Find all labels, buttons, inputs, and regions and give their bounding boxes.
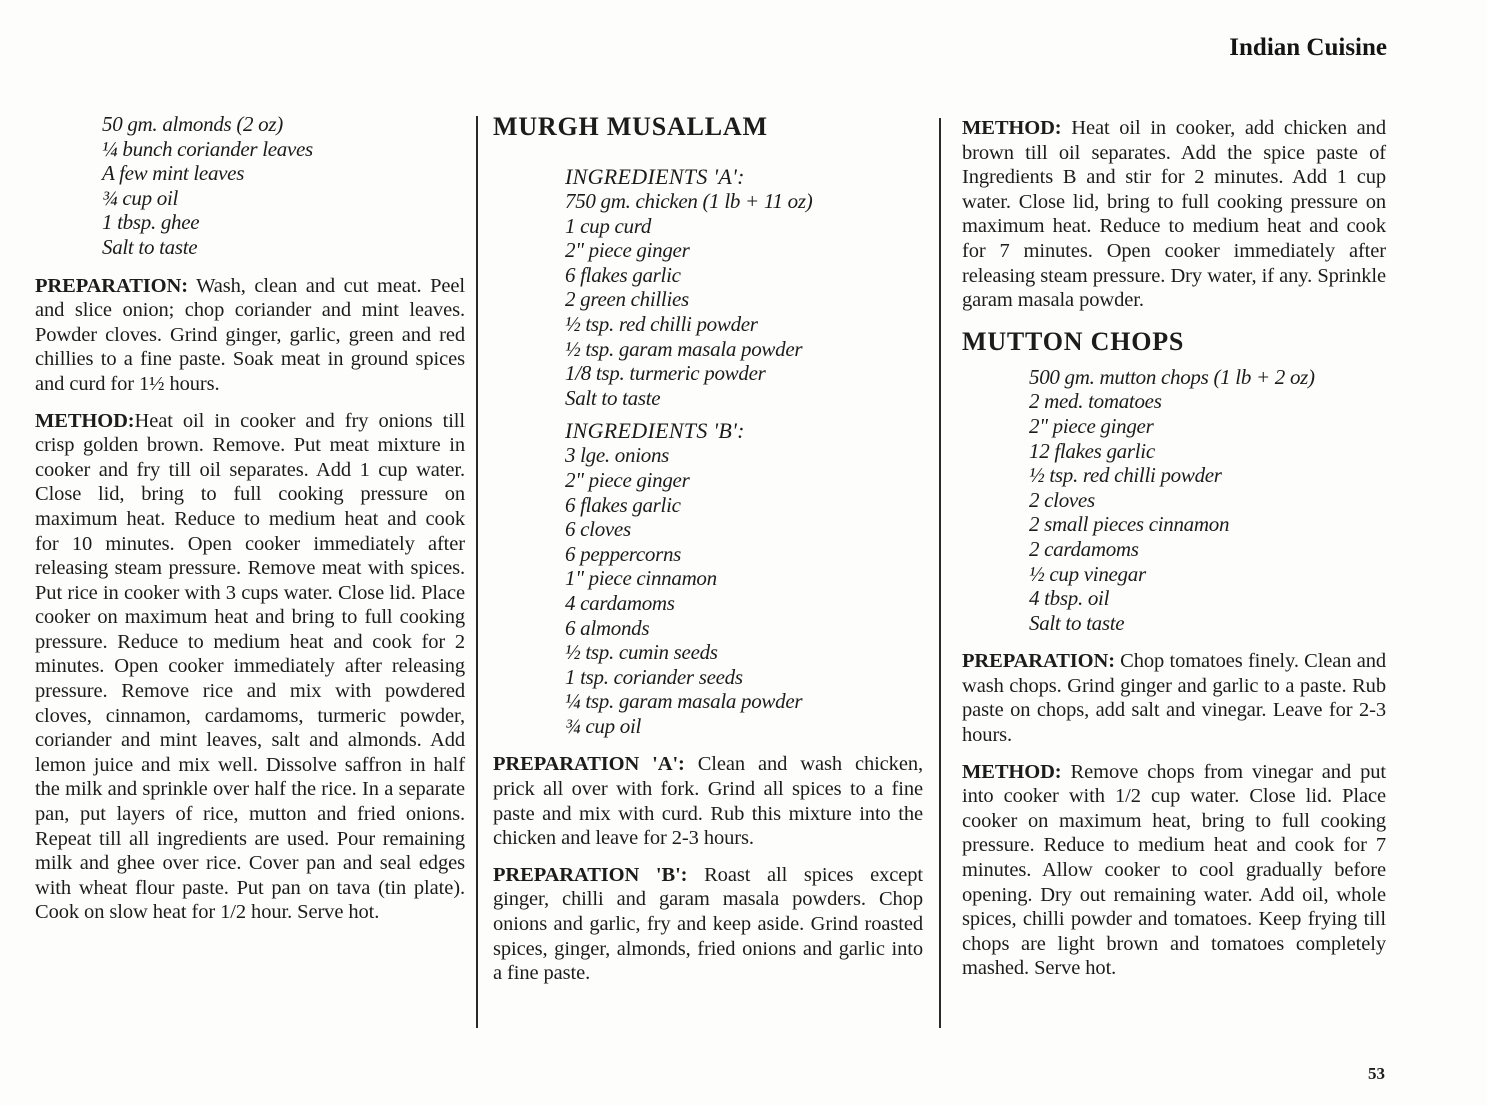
ingredient-item: 3 lge. onions — [565, 443, 670, 468]
ingredient-item: A few mint leaves — [102, 161, 245, 186]
preparation-text: Wash, clean and cut meat. Peel and slice onion; chop coriander and mint leaves. Powder cloves. Grind ginger, garlic, green and red chillies to a fine paste. Soak meat in ground spices and curd for 1½ hours. — [35, 274, 465, 395]
ingredient-item: 2 cloves — [1029, 487, 1095, 512]
ingredient-item: ¼ bunch coriander leaves — [102, 136, 313, 161]
ingredient-list — [102, 112, 465, 260]
method-text: Heat oil in cooker and fry onions till crisp golden brown. Remove. Put meat mixture in cooker and fry till oil separates. Add 1 cup water. Close lid, bring to full cooking pressure on maximum heat. Reduce to medium heat and cook for 10 minutes. Open cooker immediately after releasing steam pressure. Remove meat with spices. Put rice in cooker with 3 cups water. Close lid. Place cooker on maximum heat and bring to full cooking pressure. Reduce to medium heat and cook for 2 minutes. Open cooker immediately after releasing pressure. Remove rice and mix with powdered cloves, cinnamon, cardamoms, turmeric powder, coriander and mint leaves, salt and almonds. Add lemon juice and mix well. Dissolve saffron in half the milk and sprinkle over half the rice. In a separate pan, put layers of rice, mutton and fried onions. Repeat till all ingredients are used. Pour remaining milk and ghee over rice. Cover pan and seal edges with wheat flour paste. Put pan on tava (tin plate). Cook on slow heat for 1/2 hour. Serve hot. — [35, 409, 465, 924]
ingredient-item: 6 almonds — [565, 615, 650, 640]
preparation-label: PREPARATION: — [35, 274, 188, 297]
ingredient-item: 1/8 tsp. turmeric powder — [565, 361, 766, 386]
ingredient-item: ½ tsp. red chilli powder — [565, 311, 758, 336]
ingredient-item: 4 tbsp. oil — [1029, 586, 1110, 611]
ingredient-item: 6 flakes garlic — [565, 262, 681, 287]
preparation-b-label: PREPARATION 'B': — [493, 863, 688, 886]
method-label: METHOD: — [35, 409, 135, 432]
ingredient-item: 1 cup curd — [565, 213, 652, 238]
ingredient-item: 12 flakes garlic — [1029, 438, 1155, 463]
dish-title: MUTTON CHOPS — [962, 326, 1185, 356]
ingredient-item: ¾ cup oil — [102, 185, 179, 210]
column-right — [962, 108, 1386, 981]
ingredient-item: 2 small pieces cinnamon — [1029, 512, 1230, 537]
method-paragraph — [35, 409, 465, 925]
section-header: Indian Cuisine — [1229, 34, 1387, 61]
preparation-paragraph — [962, 649, 1386, 747]
ingredient-item: 2 green chillies — [565, 287, 689, 312]
ingredient-item: 2" piece ginger — [565, 467, 690, 492]
ingredient-item: ½ tsp. cumin seeds — [565, 640, 718, 665]
method-label: METHOD: — [962, 117, 1062, 139]
ingredient-item: ¾ cup oil — [565, 713, 642, 738]
ingredient-item: Salt to taste — [1029, 610, 1125, 635]
method-2-text: Remove chops from vinegar and put into cooker with 1/2 cup water. Close lid. Place cooker on maximum heat, bring to full cooking pressure. Reduce to medium heat and cook for 7 minutes. Allow cooker to cool gradually before opening. Dry out remaining water. Add oil, whole spices, chilli powder and tomatoes. Keep frying till chops are light brown and tomatoes completely mashed. Serve hot. — [962, 760, 1386, 980]
method-text: Heat oil in cooker, add chicken and brown till oil separates. Add the spice paste of Ingredients B and stir for 2 minutes. Add 1 cup water. Close lid, bring to full cooking pressure on maximum heat. Reduce to medium heat and cook for 7 minutes. Open cooker immediately after releasing steam pressure. Dry water, if any. Sprinkle garam masala powder. — [962, 117, 1386, 312]
preparation-b-paragraph — [493, 863, 923, 986]
preparation-text: Chop tomatoes finely. Clean and wash chops. Grind ginger and garlic to a paste. Rub paste on chops, add salt and vinegar. Leave for 2-3 hours. — [962, 650, 1386, 747]
ingredient-item: 2 med. tomatoes — [1029, 389, 1162, 414]
ingredients-b-heading: INGREDIENTS 'B': — [565, 418, 745, 444]
preparation-a-label: PREPARATION 'A': — [493, 753, 685, 776]
method-2-label: METHOD: — [962, 760, 1062, 783]
column-left — [35, 108, 465, 925]
ingredient-item: ¼ tsp. garam masala powder — [565, 689, 803, 714]
ingredient-item: 50 gm. almonds (2 oz) — [102, 112, 283, 136]
ingredient-item: ½ cup vinegar — [1029, 561, 1146, 586]
ingredient-item: 750 gm. chicken (1 lb + 11 oz) — [565, 189, 813, 213]
preparation-label: PREPARATION: — [962, 650, 1115, 673]
ingredient-list-b — [565, 443, 923, 738]
method-2-paragraph — [962, 760, 1386, 981]
ingredient-item: 6 peppercorns — [565, 541, 682, 566]
dish-title: MURGH MUSALLAM — [493, 112, 768, 141]
ingredient-item: 1 tsp. coriander seeds — [565, 664, 743, 689]
ingredient-item: 2" piece ginger — [565, 238, 690, 263]
ingredient-item: 2" piece ginger — [1029, 413, 1154, 438]
ingredient-item: ½ tsp. red chilli powder — [1029, 463, 1222, 488]
column-middle — [493, 108, 923, 986]
preparation-paragraph — [35, 274, 465, 397]
preparation-a-text: Clean and wash chicken, prick all over with fork. Grind all spices to a fine paste and mix with curd. Rub this mixture into the chicken and leave for 2-3 hours. — [493, 753, 924, 850]
ingredient-item: 2 cardamoms — [1029, 536, 1139, 561]
preparation-b-text: Roast all spices except ginger, chilli and garam masala powders. Chop onions and garlic, fry and keep aside. Grind roasted spices, ginger, almonds, fried onions and garlic into a fine paste. — [493, 863, 923, 985]
ingredient-list — [1029, 365, 1386, 636]
ingredients-a-heading: INGREDIENTS 'A': — [565, 164, 745, 189]
ingredient-item: 500 gm. mutton chops (1 lb + 2 oz) — [1029, 364, 1315, 389]
column-divider — [476, 116, 478, 1028]
ingredient-item: Salt to taste — [102, 234, 198, 259]
page-number: 53 — [1368, 1064, 1385, 1083]
method-paragraph — [962, 116, 1386, 313]
ingredient-item: 4 cardamoms — [565, 590, 675, 615]
ingredient-item: 6 flakes garlic — [565, 492, 681, 517]
ingredient-list-a — [565, 189, 923, 410]
column-divider — [939, 118, 941, 1028]
ingredient-item: 6 cloves — [565, 517, 631, 542]
preparation-a-paragraph — [493, 752, 923, 850]
ingredient-item: Salt to taste — [565, 385, 661, 410]
ingredient-item: ½ tsp. garam masala powder — [565, 336, 803, 361]
ingredient-item: 1 tbsp. ghee — [102, 210, 200, 235]
ingredient-item: 1" piece cinnamon — [565, 566, 717, 591]
